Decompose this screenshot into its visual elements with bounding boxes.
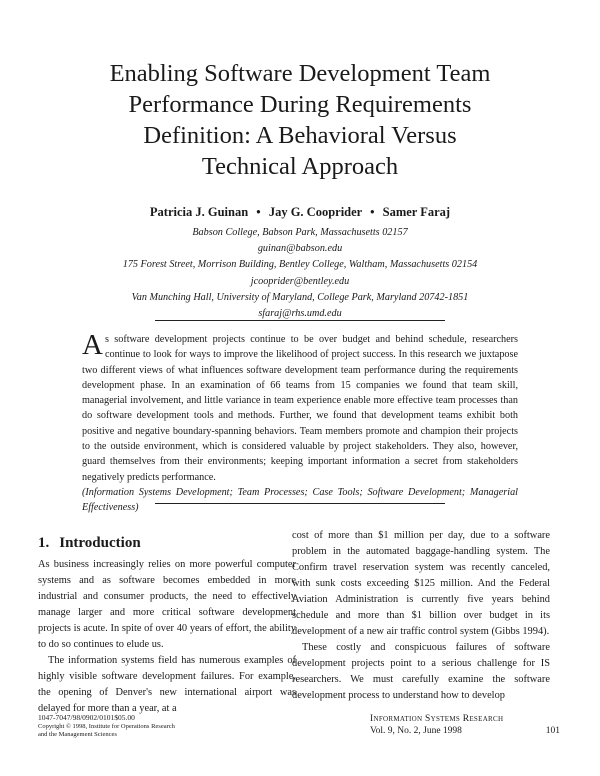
body-paragraph: As business increasingly relies on more powerful computer systems and as software becomes embedded in more industrial and consumer products, the need to effectively manage larger and more critical software development projects is acute. In spite of over 40 years of effort, the ability to do so continues to elude us. — [38, 559, 296, 650]
journal-name: Information Systems Research — [370, 714, 504, 724]
author-list — [40, 205, 560, 220]
title-line: Enabling Software Development Team — [109, 60, 491, 87]
author-email: sfaraj@rhs.umd.edu — [258, 308, 342, 320]
article-code: 1047-7047/98/0902/0101$05.00 — [38, 713, 135, 722]
author-email: guinan@babson.edu — [257, 243, 343, 255]
body-paragraph: cost of more than $1 million per day, due to a software problem in the automated baggage-handling system. The Confirm travel reservation system was recently canceled, with sunk costs exceeding $125 million. And the Federal Aviation Administration is currently five years behind schedule and more than $1 billion over budget in its development of a new air traffic control system (Gibbs 1994). — [292, 530, 550, 637]
abstract-top-rule — [155, 320, 445, 321]
author-name: Jay G. Cooprider — [268, 205, 362, 219]
footer-journal — [370, 713, 560, 737]
left-column — [38, 534, 296, 717]
affiliation-line: 175 Forest Street, Morrison Building, Bentley College, Waltham, Massachusetts 02154 — [122, 259, 478, 271]
author-separator: • — [256, 205, 261, 219]
title-line: Performance During Requirements — [128, 91, 472, 118]
author-name: Samer Faraj — [382, 205, 451, 219]
journal-issue: Vol. 9, No. 2, June 1998 — [370, 726, 462, 736]
abstract-bottom-rule — [155, 503, 445, 504]
body-paragraph: The information systems field has numerous examples of highly visible software development failures. For example, the opening of Denver's new international airport was delayed for more than a year, at a — [38, 655, 296, 714]
title-line: Technical Approach — [201, 153, 399, 180]
abstract-dropcap: A — [82, 329, 103, 361]
affiliation-line: Van Munching Hall, University of Maryland, College Park, Maryland 20742-1851 — [131, 291, 469, 303]
author-separator: • — [370, 205, 375, 219]
right-column — [292, 528, 550, 704]
section-number: 1. — [38, 535, 50, 551]
copyright-line: Copyright © 1998, Institute for Operations Research — [38, 723, 175, 730]
paper-title — [40, 58, 560, 182]
title-line: Definition: A Behavioral Versus — [143, 122, 457, 149]
author-name: Patricia J. Guinan — [149, 205, 249, 219]
footer-copyright — [38, 713, 175, 739]
section-heading — [38, 534, 296, 552]
affiliation-line: Babson College, Babson Park, Massachusetts 02157 — [192, 227, 408, 238]
affiliations — [40, 225, 560, 322]
abstract-text: s software development projects continue to be over budget and behind schedule, researchers continue to look for ways to improve the likelihood of project success. In this research we juxtapose two different views of what influences software development team performance during the requirements development phase. In an examination of 66 teams from 15 companies we found that team skill, managerial involvement, and little variance in team experience enable more effective team processes than do software development tools and methods. Further, we found that development teams exhibit both positive and negative boundary-spanning behaviors. Team members promote and champion their projects to the outside environment, which is considered valuable by project stakeholders. They also, however, guard themselves from their environments; keeping important information a secret from stakeholders negatively predicts performance. — [82, 334, 518, 483]
copyright-line: and the Management Sciences — [38, 731, 117, 738]
keywords: (Information Systems Development; Team Processes; Case Tools; Software Development; Managerial Effectiveness) — [82, 486, 518, 514]
section-title: Introduction — [59, 535, 141, 551]
abstract — [82, 329, 518, 516]
body-paragraph: These costly and conspicuous failures of software development projects point to a serious challenge for IS researchers. We must carefully examine the software development process to understand how to develop — [292, 642, 550, 701]
author-email: jcooprider@bentley.edu — [250, 275, 350, 287]
page-number: 101 — [545, 726, 560, 736]
